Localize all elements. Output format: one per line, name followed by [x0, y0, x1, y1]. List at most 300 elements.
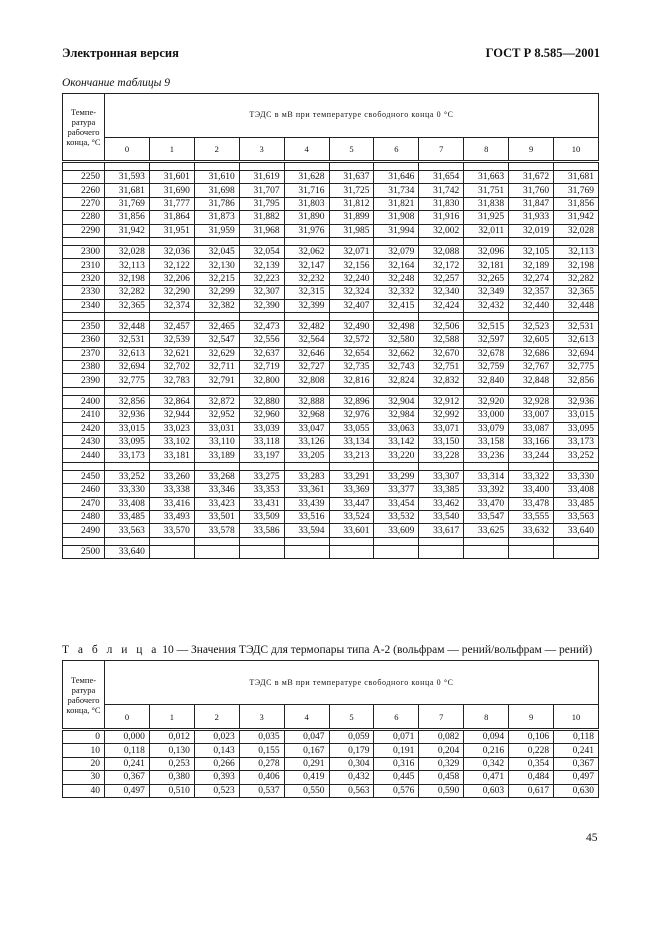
emf-value-cell: [554, 545, 599, 558]
emf-value-cell: 32,105: [509, 245, 554, 258]
emf-value-cell: 33,047: [284, 422, 329, 435]
empty-cell: [284, 537, 329, 545]
emf-value-cell: 32,767: [509, 361, 554, 374]
column-header: 6: [374, 705, 419, 730]
emf-value-cell: 32,800: [239, 374, 284, 387]
column-header: 9: [509, 705, 554, 730]
emf-value-cell: 0,563: [329, 784, 374, 797]
table-row: [63, 545, 599, 558]
emf-value-cell: 32,856: [554, 374, 599, 387]
emf-value-cell: 32,727: [284, 361, 329, 374]
emf-value-cell: 32,374: [149, 299, 194, 312]
emf-value-cell: 33,570: [149, 524, 194, 537]
column-header: 7: [419, 705, 464, 730]
empty-cell: [329, 537, 374, 545]
empty-cell: [239, 462, 284, 470]
emf-value-cell: 32,694: [554, 347, 599, 360]
emf-value-cell: 0,367: [105, 771, 150, 784]
emf-value-cell: 33,283: [284, 470, 329, 483]
emf-value-cell: 0,191: [374, 744, 419, 757]
empty-cell: [464, 387, 509, 395]
empty-cell: [239, 312, 284, 320]
emf-value-cell: 32,711: [194, 361, 239, 374]
emf-value-cell: 33,299: [374, 470, 419, 483]
column-header: 4: [284, 137, 329, 161]
emf-value-cell: 33,236: [464, 449, 509, 462]
empty-cell: [329, 162, 374, 171]
emf-value-cell: 33,493: [149, 510, 194, 523]
empty-cell: [464, 462, 509, 470]
table9-caption: Окончание таблицы 9: [62, 77, 170, 89]
empty-cell: [509, 462, 554, 470]
column-header: 2: [194, 137, 239, 161]
table-row: [63, 286, 599, 299]
emf-value-cell: 32,888: [284, 395, 329, 408]
temperature-cell: 2490: [63, 524, 105, 537]
emf-value-cell: 31,821: [374, 197, 419, 210]
emf-value-cell: 32,307: [239, 286, 284, 299]
empty-cell: [419, 162, 464, 171]
emf-value-cell: 33,416: [149, 497, 194, 510]
emf-value-cell: 0,367: [554, 757, 599, 770]
empty-cell: [509, 387, 554, 395]
temperature-cell: 2450: [63, 470, 105, 483]
empty-cell: [149, 162, 194, 171]
emf-value-cell: 32,629: [194, 347, 239, 360]
emf-value-cell: 31,942: [105, 224, 150, 237]
group-separator: [63, 312, 599, 320]
emf-value-cell: 33,063: [374, 422, 419, 435]
table-row: [63, 334, 599, 347]
emf-value-cell: 32,181: [464, 259, 509, 272]
emf-value-cell: 32,751: [419, 361, 464, 374]
emf-value-cell: 32,735: [329, 361, 374, 374]
emf-value-cell: 31,985: [329, 224, 374, 237]
emf-value-cell: 31,830: [419, 197, 464, 210]
empty-cell: [149, 537, 194, 545]
emf-value-cell: 33,015: [105, 422, 150, 435]
emf-value-cell: 32,678: [464, 347, 509, 360]
table-row: [63, 184, 599, 197]
emf-value-cell: 33,377: [374, 484, 419, 497]
table-row: [63, 245, 599, 258]
empty-cell: [554, 237, 599, 245]
emf-value-cell: 33,640: [554, 524, 599, 537]
emf-value-cell: 33,291: [329, 470, 374, 483]
emf-value-cell: [329, 545, 374, 558]
temperature-cell: 2350: [63, 320, 105, 333]
emf-value-cell: 31,777: [149, 197, 194, 210]
emf-value-cell: 33,039: [239, 422, 284, 435]
empty-cell: [509, 237, 554, 245]
emf-value-cell: 32,079: [374, 245, 419, 258]
emf-value-cell: 32,002: [419, 224, 464, 237]
emf-value-cell: 33,578: [194, 524, 239, 537]
empty-cell: [194, 162, 239, 171]
empty-cell: [509, 162, 554, 171]
column-header: 0: [105, 705, 150, 730]
emf-value-cell: 32,743: [374, 361, 419, 374]
standard-number: ГОСТ Р 8.585—2001: [485, 46, 600, 60]
empty-cell: [464, 537, 509, 545]
emf-value-cell: 33,000: [464, 409, 509, 422]
emf-value-cell: 33,015: [554, 409, 599, 422]
table9-header: [63, 94, 599, 162]
emf-value-cell: 33,462: [419, 497, 464, 510]
emf-value-cell: 33,330: [105, 484, 150, 497]
group-separator: [63, 462, 599, 470]
emf-value-cell: 31,769: [105, 197, 150, 210]
emf-value-cell: 33,134: [329, 436, 374, 449]
emf-value-cell: 32,011: [464, 224, 509, 237]
temperature-cell: 30: [63, 771, 105, 784]
emf-value-cell: 32,670: [419, 347, 464, 360]
emf-value-cell: [374, 545, 419, 558]
emf-value-cell: 31,976: [284, 224, 329, 237]
table9: [62, 93, 599, 559]
emf-value-cell: 31,968: [239, 224, 284, 237]
emf-value-cell: 0,035: [239, 730, 284, 744]
emf-value-cell: 32,130: [194, 259, 239, 272]
emf-value-cell: [284, 545, 329, 558]
emf-value-cell: 33,102: [149, 436, 194, 449]
column-header: 3: [239, 137, 284, 161]
emf-value-cell: 32,357: [509, 286, 554, 299]
empty-cell: [105, 387, 150, 395]
empty-cell: [329, 312, 374, 320]
emf-value-cell: 32,062: [284, 245, 329, 258]
emf-value-cell: 32,694: [105, 361, 150, 374]
empty-cell: [284, 162, 329, 171]
table-row: [63, 422, 599, 435]
temperature-cell: 2320: [63, 272, 105, 285]
emf-value-cell: 32,856: [105, 395, 150, 408]
emf-value-cell: 32,498: [374, 320, 419, 333]
empty-cell: [419, 537, 464, 545]
emf-value-cell: 32,156: [329, 259, 374, 272]
emf-value-cell: 32,206: [149, 272, 194, 285]
emf-value-cell: 32,407: [329, 299, 374, 312]
emf-value-cell: 32,340: [419, 286, 464, 299]
column-header: 0: [105, 137, 150, 161]
emf-value-cell: 32,399: [284, 299, 329, 312]
emf-value-cell: 33,346: [194, 484, 239, 497]
emf-value-cell: 31,864: [149, 211, 194, 224]
emf-value-cell: 33,181: [149, 449, 194, 462]
emf-value-cell: 32,968: [284, 409, 329, 422]
emf-value-cell: 33,400: [509, 484, 554, 497]
emf-value-cell: 31,847: [509, 197, 554, 210]
empty-cell: [105, 312, 150, 320]
emf-value-cell: 0,253: [149, 757, 194, 770]
empty-cell: [374, 462, 419, 470]
empty-cell: [194, 537, 239, 545]
emf-value-cell: 0,082: [419, 730, 464, 744]
empty-cell: [554, 387, 599, 395]
emf-value-cell: 32,332: [374, 286, 419, 299]
emf-value-cell: 31,856: [554, 197, 599, 210]
emf-value-cell: 32,282: [554, 272, 599, 285]
emf-value-cell: 33,632: [509, 524, 554, 537]
emf-value-cell: 0,354: [509, 757, 554, 770]
emf-value-cell: 0,118: [105, 744, 150, 757]
emf-value-cell: 0,523: [194, 784, 239, 797]
emf-value-cell: 33,158: [464, 436, 509, 449]
emf-value-cell: 33,408: [105, 497, 150, 510]
emf-value-cell: 33,540: [419, 510, 464, 523]
emf-value-cell: 33,385: [419, 484, 464, 497]
emf-value-cell: 33,594: [284, 524, 329, 537]
emf-value-cell: 32,936: [554, 395, 599, 408]
emf-value-cell: 32,564: [284, 334, 329, 347]
empty-cell: [329, 462, 374, 470]
empty-cell: [63, 312, 105, 320]
emf-value-cell: 31,873: [194, 211, 239, 224]
empty-cell: [194, 462, 239, 470]
empty-cell: [464, 162, 509, 171]
column-header: 4: [284, 705, 329, 730]
emf-value-cell: 32,164: [374, 259, 419, 272]
column-header-row: [63, 705, 599, 730]
empty-cell: [284, 387, 329, 395]
emf-value-cell: 31,916: [419, 211, 464, 224]
empty-cell: [284, 237, 329, 245]
emf-value-cell: 32,556: [239, 334, 284, 347]
emf-value-cell: 33,617: [419, 524, 464, 537]
emf-value-cell: 0,155: [239, 744, 284, 757]
emf-value-cell: 0,000: [105, 730, 150, 744]
emf-value-cell: [194, 545, 239, 558]
emf-value-cell: 33,307: [419, 470, 464, 483]
emf-value-cell: 0,179: [329, 744, 374, 757]
temperature-cell: 2300: [63, 245, 105, 258]
column-header: 8: [464, 705, 509, 730]
emf-value-cell: 33,524: [329, 510, 374, 523]
emf-value-cell: 32,832: [419, 374, 464, 387]
emf-value-cell: 33,322: [509, 470, 554, 483]
empty-cell: [194, 312, 239, 320]
emf-value-cell: 32,580: [374, 334, 419, 347]
emf-value-cell: 31,610: [194, 171, 239, 184]
emf-value-cell: 31,890: [284, 211, 329, 224]
column-header: 7: [419, 137, 464, 161]
emf-value-cell: [149, 545, 194, 558]
table-row: [63, 757, 599, 770]
emf-value-cell: 32,265: [464, 272, 509, 285]
emf-value-cell: 0,143: [194, 744, 239, 757]
table-row: [63, 784, 599, 797]
emf-value-cell: 0,342: [464, 757, 509, 770]
table-row: [63, 259, 599, 272]
emf-value-cell: 33,392: [464, 484, 509, 497]
emf-value-cell: 32,515: [464, 320, 509, 333]
table-row: [63, 374, 599, 387]
emf-value-cell: 33,150: [419, 436, 464, 449]
empty-cell: [149, 387, 194, 395]
emf-value-cell: 32,282: [105, 286, 150, 299]
emf-value-cell: [509, 545, 554, 558]
emf-value-cell: 33,228: [419, 449, 464, 462]
emf-value-cell: 32,198: [554, 259, 599, 272]
table-row: [63, 272, 599, 285]
emf-value-cell: 32,248: [374, 272, 419, 285]
emf-value-cell: 32,523: [509, 320, 554, 333]
emf-value-cell: 32,775: [105, 374, 150, 387]
emf-value-cell: 32,572: [329, 334, 374, 347]
emf-value-cell: 33,423: [194, 497, 239, 510]
emf-value-cell: 0,241: [105, 757, 150, 770]
empty-cell: [419, 312, 464, 320]
emf-value-cell: 33,601: [329, 524, 374, 537]
emf-value-cell: 33,454: [374, 497, 419, 510]
column-header: 5: [329, 137, 374, 161]
empty-cell: [509, 312, 554, 320]
emf-value-cell: 31,933: [509, 211, 554, 224]
emf-value-cell: 33,126: [284, 436, 329, 449]
table10-body: [63, 730, 599, 798]
emf-value-cell: 32,240: [329, 272, 374, 285]
column-header: 5: [329, 705, 374, 730]
empty-cell: [419, 462, 464, 470]
column-header: 9: [509, 137, 554, 161]
emf-value-cell: 32,662: [374, 347, 419, 360]
table-row: [63, 484, 599, 497]
empty-cell: [105, 162, 150, 171]
table-row: [63, 730, 599, 744]
emf-value-cell: 0,393: [194, 771, 239, 784]
emf-value-cell: 31,751: [464, 184, 509, 197]
emf-value-cell: 33,142: [374, 436, 419, 449]
corner-header: Темпе-ратура рабочего конца, °С: [63, 661, 105, 730]
emf-value-cell: 33,275: [239, 470, 284, 483]
empty-cell: [105, 237, 150, 245]
emf-value-cell: 32,936: [105, 409, 150, 422]
emf-value-cell: 0,603: [464, 784, 509, 797]
emf-value-cell: 33,095: [105, 436, 150, 449]
emf-value-cell: 0,576: [374, 784, 419, 797]
emf-value-cell: 32,531: [105, 334, 150, 347]
emf-value-cell: 31,637: [329, 171, 374, 184]
emf-value-cell: 32,019: [509, 224, 554, 237]
emf-value-cell: 32,274: [509, 272, 554, 285]
emf-value-cell: 0,406: [239, 771, 284, 784]
emf-value-cell: 31,725: [329, 184, 374, 197]
emf-value-cell: 0,059: [329, 730, 374, 744]
emf-value-cell: 32,646: [284, 347, 329, 360]
emf-value-cell: 32,637: [239, 347, 284, 360]
emf-value-cell: 0,106: [509, 730, 554, 744]
emf-value-cell: 32,432: [464, 299, 509, 312]
emf-value-cell: 0,167: [284, 744, 329, 757]
temperature-cell: 2470: [63, 497, 105, 510]
emf-value-cell: 32,654: [329, 347, 374, 360]
emf-value-cell: 32,473: [239, 320, 284, 333]
emf-value-cell: 33,586: [239, 524, 284, 537]
emf-value-cell: 31,959: [194, 224, 239, 237]
emf-value-cell: 32,036: [149, 245, 194, 258]
emf-value-cell: 33,609: [374, 524, 419, 537]
table-row: [63, 436, 599, 449]
empty-cell: [63, 237, 105, 245]
column-header: 1: [149, 137, 194, 161]
corner-header: Темпе-ратура рабочего конца, °С: [63, 94, 105, 162]
emf-value-cell: 0,130: [149, 744, 194, 757]
emf-value-cell: 32,976: [329, 409, 374, 422]
emf-value-cell: 0,329: [419, 757, 464, 770]
group-separator: [63, 537, 599, 545]
table-row: [63, 299, 599, 312]
empty-cell: [554, 462, 599, 470]
emf-value-cell: [419, 545, 464, 558]
emf-value-cell: 32,613: [105, 347, 150, 360]
empty-cell: [329, 237, 374, 245]
emf-value-cell: 32,415: [374, 299, 419, 312]
emf-value-cell: 32,424: [419, 299, 464, 312]
empty-cell: [374, 537, 419, 545]
empty-cell: [374, 387, 419, 395]
emf-value-cell: 33,563: [105, 524, 150, 537]
emf-value-cell: 32,588: [419, 334, 464, 347]
temperature-cell: 2280: [63, 211, 105, 224]
emf-value-cell: 33,563: [554, 510, 599, 523]
column-header: 2: [194, 705, 239, 730]
empty-cell: [63, 162, 105, 171]
table-row: [63, 744, 599, 757]
emf-value-cell: 33,369: [329, 484, 374, 497]
empty-cell: [554, 537, 599, 545]
emf-value-cell: 32,904: [374, 395, 419, 408]
emf-value-cell: 32,349: [464, 286, 509, 299]
emf-value-cell: 32,808: [284, 374, 329, 387]
emf-value-cell: 33,055: [329, 422, 374, 435]
empty-cell: [105, 462, 150, 470]
temperature-cell: 2500: [63, 545, 105, 558]
temperature-cell: 10: [63, 744, 105, 757]
emf-value-cell: [464, 545, 509, 558]
emf-value-cell: 32,315: [284, 286, 329, 299]
column-header: 6: [374, 137, 419, 161]
emf-value-cell: 33,640: [105, 545, 150, 558]
temperature-cell: 2390: [63, 374, 105, 387]
emf-value-cell: 0,278: [239, 757, 284, 770]
emf-value-cell: 33,408: [554, 484, 599, 497]
emf-value-cell: 32,539: [149, 334, 194, 347]
emf-value-cell: 33,118: [239, 436, 284, 449]
emf-value-cell: 0,071: [374, 730, 419, 744]
emf-value-cell: 32,365: [554, 286, 599, 299]
emf-value-cell: 32,783: [149, 374, 194, 387]
column-header: 10: [554, 137, 599, 161]
temperature-cell: 2430: [63, 436, 105, 449]
emf-value-cell: 31,899: [329, 211, 374, 224]
table-row: [63, 347, 599, 360]
table-row: [63, 470, 599, 483]
emf-value-cell: 31,795: [239, 197, 284, 210]
emf-value-cell: 32,113: [554, 245, 599, 258]
emf-value-cell: 32,223: [239, 272, 284, 285]
temperature-cell: 2410: [63, 409, 105, 422]
emf-value-cell: 33,478: [509, 497, 554, 510]
temperature-cell: 2380: [63, 361, 105, 374]
group-separator: [63, 237, 599, 245]
table10-header: [63, 661, 599, 730]
empty-cell: [149, 462, 194, 470]
table-row: [63, 171, 599, 184]
emf-value-cell: 32,960: [239, 409, 284, 422]
empty-cell: [239, 162, 284, 171]
emf-value-cell: 32,232: [284, 272, 329, 285]
emf-value-cell: 31,707: [239, 184, 284, 197]
